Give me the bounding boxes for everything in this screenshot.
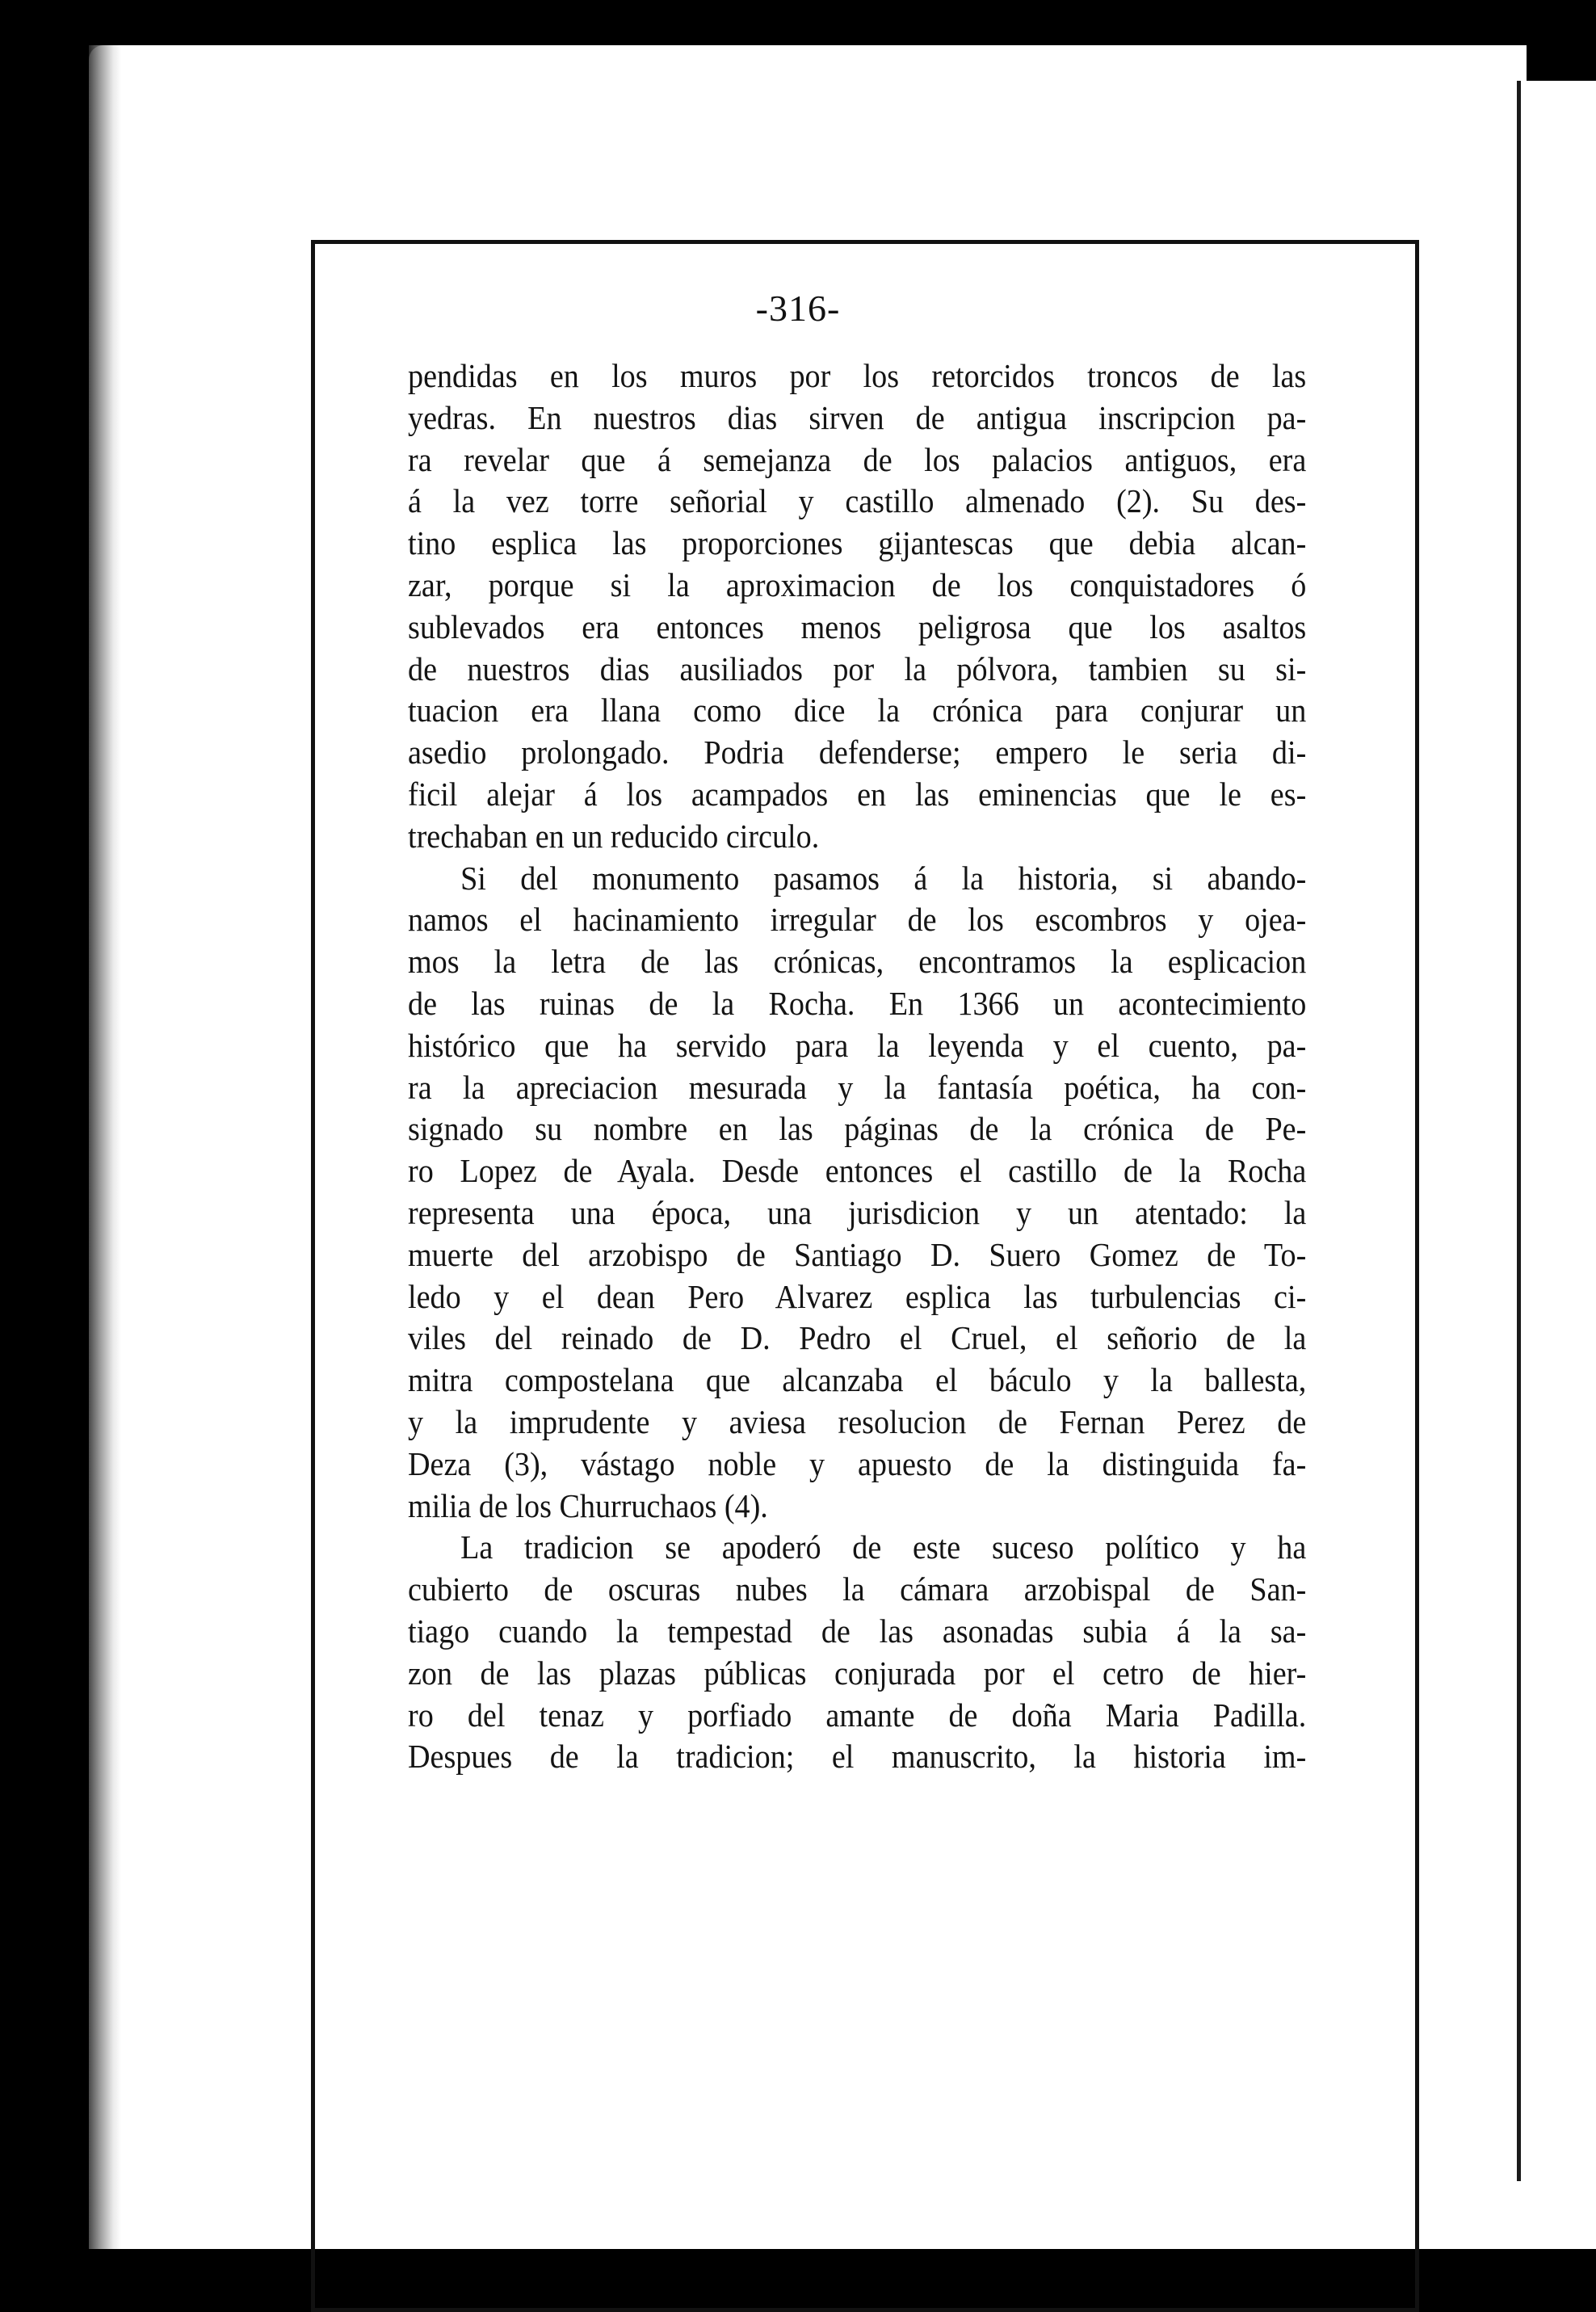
text-line: pendidas en los muros por los retorcidos troncos de las [408,357,1307,394]
text-line: ro del tenaz y porfiado amante de doña Maria Padilla. [408,1696,1307,1734]
text-line: Deza (3), vástago noble y apuesto de la distinguida fa- [408,1444,1307,1482]
text-line: de las ruinas de la Rocha. En 1366 un acontecimiento [408,984,1307,1022]
text-line: sublevados era entonces menos peligrosa que los asaltos [408,607,1307,645]
facing-page-edge [1527,81,1596,2249]
binding-shadow [89,45,121,2249]
text-line: muerte del arzobispo de Santiago D. Suero Gomez de To- [408,1235,1307,1273]
text-line: viles del reinado de D. Pedro el Cruel, el señorio de la [408,1319,1307,1357]
text-line: y la imprudente y aviesa resolucion de Fernan Perez de [408,1402,1307,1440]
text-line: histórico que ha servido para la leyenda y el cuento, pa- [408,1026,1307,1064]
text-line: asedio prolongado. Podria defenderse; empero le seria di- [408,734,1307,771]
text-line: ficil alejar á los acampados en las eminencias que le es- [408,775,1307,813]
text-line: Si del monumento pasamos á la historia, si abando- [460,859,1307,897]
text-line: cubierto de oscuras nubes la cámara arzobispal de San- [408,1570,1307,1608]
text-line: zar, porque si la aproximacion de los conquistadores ó [408,565,1307,603]
text-line: tiago cuando la tempestad de las asonadas subia á la sa- [408,1612,1307,1650]
text-line: Despues de la tradicion; el manuscrito, la historia im- [408,1738,1307,1776]
text-line: La tradicion se apoderó de este suceso político y ha [460,1528,1307,1566]
text-line: milia de los Churruchaos (4). [408,1486,768,1524]
facing-page-rule [1517,81,1521,2181]
text-line: mos la letra de las crónicas, encontramos la esplicacion [408,943,1307,981]
text-line: tino esplica las proporciones gijantescas que debia alcan- [408,524,1307,562]
text-line: signado su nombre en las páginas de la crónica de Pe- [408,1110,1307,1148]
page-number: -316- [755,288,841,329]
text-line: yedras. En nuestros dias sirven de antigua inscripcion pa- [408,398,1307,436]
text-line: representa una época, una jurisdicion y un atentado: la [408,1193,1307,1231]
text-line: zon de las plazas públicas conjurada por el cetro de hier- [408,1654,1307,1692]
text-line: ledo y el dean Pero Alvarez esplica las turbulencias ci- [408,1277,1307,1315]
text-line: de nuestros dias ausiliados por la pólvora, tambien su si- [408,649,1307,687]
text-line: trechaban en un reducido circulo. [408,817,820,855]
text-line: ro Lopez de Ayala. Desde entonces el castillo de la Rocha [408,1152,1307,1190]
text-line: mitra compostelana que alcanzaba el báculo y la ballesta, [408,1361,1307,1399]
text-line: tuacion era llana como dice la crónica para conjurar un [408,691,1307,729]
text-line: namos el hacinamiento irregular de los escombros y ojea- [408,901,1307,939]
text-line: ra la apreciacion mesurada y la fantasía poética, ha con- [408,1068,1307,1106]
body-text [408,355,1306,1778]
text-line: á la vez torre señorial y castillo almenado (2). Su des- [408,482,1307,520]
text-line: ra revelar que á semejanza de los palacios antiguos, era [408,440,1307,478]
